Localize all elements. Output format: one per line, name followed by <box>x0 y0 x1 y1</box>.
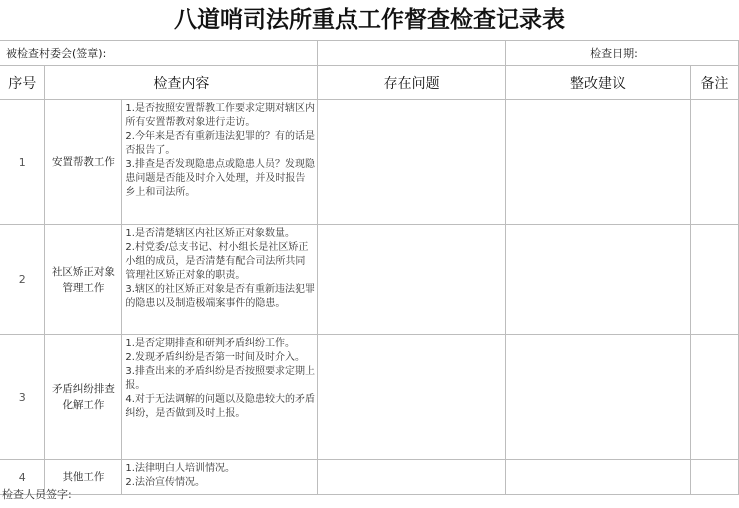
document-title: 八道哨司法所重点工作督查检查记录表 <box>174 6 565 33</box>
table-row <box>0 335 739 460</box>
suggestions-cell[interactable] <box>506 335 691 460</box>
issues-cell[interactable] <box>318 335 506 460</box>
remarks-cell[interactable] <box>690 335 738 460</box>
suggestions-cell[interactable] <box>506 100 691 225</box>
issues-cell[interactable] <box>318 100 506 225</box>
inspected-village-label: 被检查村委会(签章): <box>0 41 318 66</box>
remarks-cell[interactable] <box>690 225 738 335</box>
inspector-signature-label: 检查人员签字: <box>2 488 72 501</box>
content-line: 3.排查是否发现隐患点或隐患人员？发现隐患问题是否能及时介入处理，并及时报告乡上和司法所。 <box>125 159 315 198</box>
check-item: 安置帮教工作 <box>45 100 122 225</box>
content-line: 1.是否按照安置帮教工作要求定期对辖区内所有安置帮教对象进行走访。 <box>125 103 315 128</box>
content-line: 3.排查出来的矛盾纠纷是否按照要求定期上报。 <box>125 366 315 391</box>
content-line: 3.辖区的社区矫正对象是否有重新违法犯罪的隐患以及制造极端案事件的隐患。 <box>125 284 315 309</box>
row-number: 4 <box>0 460 45 495</box>
inspection-table <box>0 40 739 495</box>
header-suggestions: 整改建议 <box>506 66 691 100</box>
issues-cell[interactable] <box>318 225 506 335</box>
check-content <box>122 335 318 460</box>
content-line: 2.村党委/总支书记、村小组长是社区矫正小组的成员，是否清楚有配合司法所共同管理社区矫正对象的职责。 <box>125 242 309 281</box>
row-number: 1 <box>0 100 45 225</box>
header-no: 序号 <box>0 66 45 100</box>
content-line: 2.法治宣传情况。 <box>125 477 205 488</box>
content-line: 2.发现矛盾纠纷是否第一时间及时介入。 <box>125 352 305 363</box>
header-row <box>0 66 739 100</box>
header-issues: 存在问题 <box>318 66 506 100</box>
row-number: 3 <box>0 335 45 460</box>
content-line: 1.是否清楚辖区内社区矫正对象数量。 <box>125 228 295 239</box>
table-row <box>0 225 739 335</box>
inspected-village-signature-cell[interactable] <box>318 41 506 66</box>
row-number: 2 <box>0 225 45 335</box>
issues-cell[interactable] <box>318 460 506 495</box>
check-content <box>122 225 318 335</box>
content-line: 4.对于无法调解的问题以及隐患较大的矛盾纠纷，是否做到及时上报。 <box>125 394 315 419</box>
suggestions-cell[interactable] <box>506 225 691 335</box>
remarks-cell[interactable] <box>690 460 738 495</box>
remarks-cell[interactable] <box>690 100 738 225</box>
table-row <box>0 100 739 225</box>
check-item: 矛盾纠纷排查化解工作 <box>45 335 122 460</box>
header-content: 检查内容 <box>45 66 318 100</box>
check-content <box>122 460 318 495</box>
content-line: 1.法律明白人培训情况。 <box>125 463 235 474</box>
content-line: 1.是否定期排查和研判矛盾纠纷工作。 <box>125 338 295 349</box>
inspection-date-label: 检查日期: <box>506 41 739 66</box>
table-row <box>0 460 739 495</box>
check-item: 社区矫正对象管理工作 <box>45 225 122 335</box>
content-line: 2.今年来是否有重新违法犯罪的？有的话是否报告了。 <box>125 131 315 156</box>
check-content <box>122 100 318 225</box>
suggestions-cell[interactable] <box>506 460 691 495</box>
meta-row <box>0 41 739 66</box>
header-remarks: 备注 <box>690 66 738 100</box>
check-item: 其他工作 <box>45 460 122 495</box>
